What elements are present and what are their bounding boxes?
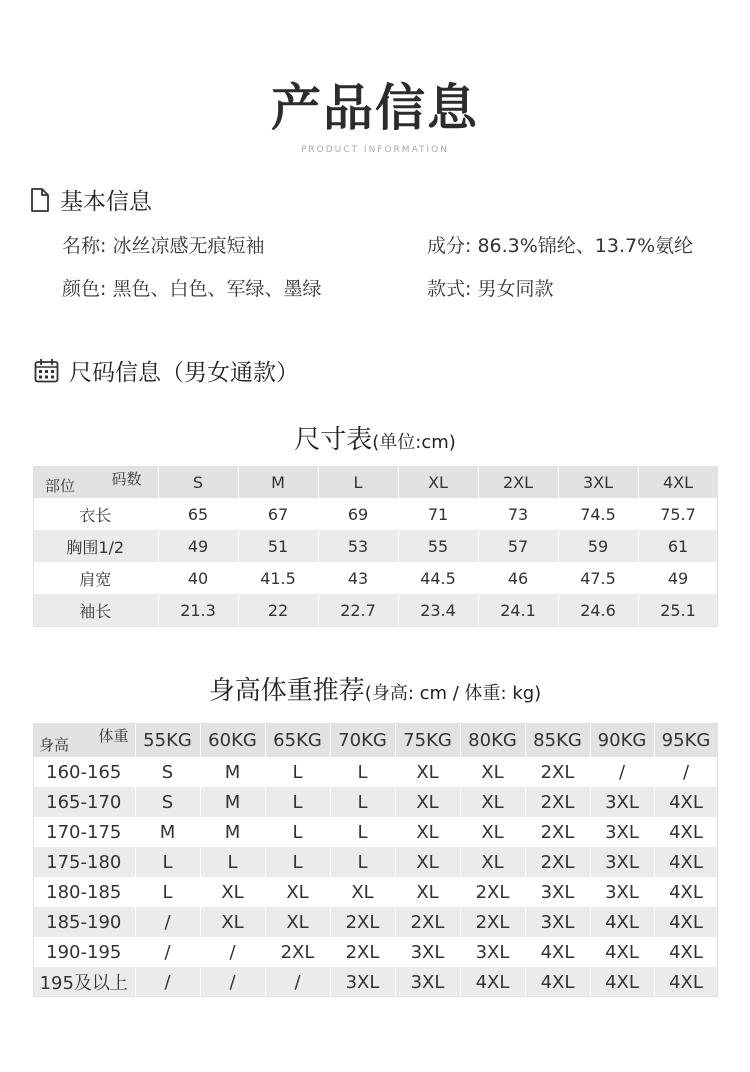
weight-header-cell: 85KG: [525, 723, 590, 757]
recommended-size-cell: S: [135, 757, 200, 787]
recommended-size-cell: 4XL: [654, 847, 718, 877]
recommended-size-cell: /: [590, 757, 654, 787]
recommended-size-cell: L: [265, 817, 330, 847]
basic-info-heading: [30, 183, 152, 216]
measurement-cell: 21.3: [158, 594, 238, 626]
height-range-label: 170-175: [33, 817, 135, 847]
size-info-heading: [34, 354, 299, 387]
weight-header-cell: 70KG: [330, 723, 395, 757]
recommended-size-cell: 4XL: [654, 907, 718, 937]
recommended-size-cell: XL: [460, 847, 525, 877]
recommended-size-cell: 2XL: [525, 817, 590, 847]
recommended-size-cell: 3XL: [395, 967, 460, 997]
recommended-size-cell: /: [135, 907, 200, 937]
size-table-row: [33, 498, 718, 530]
measurement-cell: 41.5: [238, 562, 318, 594]
recommended-size-cell: /: [654, 757, 718, 787]
measurement-cell: 67: [238, 498, 318, 530]
recommended-size-cell: M: [200, 787, 265, 817]
recommend-table-row: [33, 787, 718, 817]
recommended-size-cell: XL: [395, 787, 460, 817]
recommended-size-cell: L: [330, 817, 395, 847]
measurement-cell: 71: [398, 498, 478, 530]
recommended-size-cell: 2XL: [460, 907, 525, 937]
measurement-cell: 24.1: [478, 594, 558, 626]
measurement-label: 衣长: [33, 498, 158, 530]
recommended-size-cell: L: [330, 787, 395, 817]
measurement-cell: 57: [478, 530, 558, 562]
recommended-size-cell: 4XL: [654, 937, 718, 967]
recommended-size-cell: XL: [265, 877, 330, 907]
recommended-size-cell: 4XL: [654, 967, 718, 997]
recommended-size-cell: 2XL: [460, 877, 525, 907]
product-style: 款式: 男女同款: [427, 278, 554, 300]
recommended-size-cell: 2XL: [330, 937, 395, 967]
size-table-row: [33, 594, 718, 626]
recommended-size-cell: L: [265, 757, 330, 787]
product-material: 成分: 86.3%锦纶、13.7%氨纶: [427, 235, 694, 257]
recommended-size-cell: 2XL: [265, 937, 330, 967]
recommend-corner-bottom: 身高: [39, 736, 70, 754]
size-header-cell: XL: [398, 466, 478, 498]
measurement-label: 肩宽: [33, 562, 158, 594]
size-table-title: [0, 419, 750, 456]
recommended-size-cell: XL: [460, 817, 525, 847]
weight-header-cell: 55KG: [135, 723, 200, 757]
recommended-size-cell: 3XL: [395, 937, 460, 967]
recommended-size-cell: L: [330, 757, 395, 787]
recommended-size-cell: /: [135, 937, 200, 967]
measurement-cell: 49: [638, 562, 718, 594]
size-header-cell: S: [158, 466, 238, 498]
height-range-label: 175-180: [33, 847, 135, 877]
measurement-cell: 74.5: [558, 498, 638, 530]
document-icon: [30, 188, 50, 212]
recommend-table-header-row: [33, 723, 718, 757]
recommended-size-cell: 2XL: [395, 907, 460, 937]
height-range-label: 195及以上: [33, 967, 135, 997]
recommended-size-cell: 4XL: [590, 937, 654, 967]
recommended-size-cell: 4XL: [525, 967, 590, 997]
size-table: [33, 466, 719, 626]
recommend-corner-top: 体重: [98, 727, 129, 745]
recommended-size-cell: S: [135, 787, 200, 817]
measurement-cell: 75.7: [638, 498, 718, 530]
recommended-size-cell: 3XL: [590, 877, 654, 907]
product-colors: 颜色: 黑色、白色、军绿、墨绿: [62, 278, 322, 300]
measurement-cell: 53: [318, 530, 398, 562]
calendar-icon: [34, 358, 59, 383]
measurement-cell: 55: [398, 530, 478, 562]
height-range-label: 160-165: [33, 757, 135, 787]
size-table-corner: [33, 466, 158, 498]
measurement-label: 袖长: [33, 594, 158, 626]
recommended-size-cell: XL: [200, 907, 265, 937]
weight-header-cell: 65KG: [265, 723, 330, 757]
recommended-size-cell: 4XL: [654, 787, 718, 817]
measurement-cell: 49: [158, 530, 238, 562]
recommended-size-cell: XL: [395, 757, 460, 787]
recommended-size-cell: 4XL: [590, 967, 654, 997]
size-header-cell: 4XL: [638, 466, 718, 498]
page-title: 产品信息: [271, 79, 479, 137]
size-header-cell: 2XL: [478, 466, 558, 498]
recommended-size-cell: 3XL: [590, 847, 654, 877]
measurement-cell: 44.5: [398, 562, 478, 594]
recommended-size-cell: 3XL: [460, 937, 525, 967]
measurement-cell: 59: [558, 530, 638, 562]
height-range-label: 190-195: [33, 937, 135, 967]
recommended-size-cell: XL: [395, 847, 460, 877]
recommended-size-cell: 2XL: [330, 907, 395, 937]
weight-header-cell: 95KG: [654, 723, 718, 757]
recommend-table-unit: (身高: cm / 体重: kg): [364, 683, 542, 704]
page-subtitle: PRODUCT INFORMATION: [300, 145, 450, 155]
recommend-table: [33, 723, 719, 997]
recommended-size-cell: /: [135, 967, 200, 997]
size-table-header-row: [33, 466, 718, 498]
height-range-label: 165-170: [33, 787, 135, 817]
recommend-table-row: [33, 757, 718, 787]
recommended-size-cell: 4XL: [460, 967, 525, 997]
recommended-size-cell: M: [200, 757, 265, 787]
recommended-size-cell: 2XL: [525, 787, 590, 817]
recommended-size-cell: /: [265, 967, 330, 997]
height-range-label: 185-190: [33, 907, 135, 937]
size-corner-bottom: 部位: [45, 477, 76, 495]
recommend-table-row: [33, 847, 718, 877]
measurement-label: 胸围1/2: [33, 530, 158, 562]
measurement-cell: 65: [158, 498, 238, 530]
product-name: 名称: 冰丝凉感无痕短袖: [62, 235, 265, 257]
measurement-cell: 61: [638, 530, 718, 562]
size-table-row: [33, 562, 718, 594]
recommended-size-cell: L: [200, 847, 265, 877]
size-corner-top: 码数: [111, 470, 142, 488]
size-table-row: [33, 530, 718, 562]
measurement-cell: 40: [158, 562, 238, 594]
recommended-size-cell: XL: [395, 817, 460, 847]
recommended-size-cell: XL: [330, 877, 395, 907]
height-range-label: 180-185: [33, 877, 135, 907]
recommended-size-cell: 3XL: [590, 787, 654, 817]
size-table-unit: (单位:cm): [372, 432, 456, 453]
measurement-cell: 73: [478, 498, 558, 530]
recommended-size-cell: /: [200, 967, 265, 997]
recommended-size-cell: 3XL: [525, 907, 590, 937]
recommended-size-cell: XL: [265, 907, 330, 937]
measurement-cell: 22.7: [318, 594, 398, 626]
recommended-size-cell: L: [265, 787, 330, 817]
recommended-size-cell: M: [135, 817, 200, 847]
measurement-cell: 25.1: [638, 594, 718, 626]
recommend-table-title: [0, 670, 750, 707]
recommended-size-cell: 2XL: [525, 757, 590, 787]
recommended-size-cell: M: [200, 817, 265, 847]
size-header-cell: L: [318, 466, 398, 498]
recommend-table-row: [33, 967, 718, 997]
size-header-cell: 3XL: [558, 466, 638, 498]
recommended-size-cell: 3XL: [330, 967, 395, 997]
recommend-table-row: [33, 817, 718, 847]
recommended-size-cell: /: [200, 937, 265, 967]
measurement-cell: 22: [238, 594, 318, 626]
recommended-size-cell: XL: [460, 787, 525, 817]
measurement-cell: 69: [318, 498, 398, 530]
recommend-table-title-text: 身高体重推荐: [208, 676, 365, 706]
recommended-size-cell: 4XL: [654, 877, 718, 907]
recommend-table-corner: [33, 723, 135, 757]
size-header-cell: M: [238, 466, 318, 498]
recommend-table-row: [33, 877, 718, 907]
measurement-cell: 43: [318, 562, 398, 594]
recommended-size-cell: XL: [395, 877, 460, 907]
recommend-table-row: [33, 907, 718, 937]
recommended-size-cell: 3XL: [590, 817, 654, 847]
recommended-size-cell: 2XL: [525, 847, 590, 877]
weight-header-cell: 60KG: [200, 723, 265, 757]
recommended-size-cell: L: [330, 847, 395, 877]
recommended-size-cell: 4XL: [525, 937, 590, 967]
recommended-size-cell: 4XL: [590, 907, 654, 937]
measurement-cell: 23.4: [398, 594, 478, 626]
measurement-cell: 51: [238, 530, 318, 562]
recommended-size-cell: 3XL: [525, 877, 590, 907]
basic-info-heading-text: 基本信息: [60, 189, 152, 215]
measurement-cell: 24.6: [558, 594, 638, 626]
weight-header-cell: 90KG: [590, 723, 654, 757]
recommended-size-cell: XL: [200, 877, 265, 907]
weight-header-cell: 80KG: [460, 723, 525, 757]
recommended-size-cell: 4XL: [654, 817, 718, 847]
weight-header-cell: 75KG: [395, 723, 460, 757]
measurement-cell: 46: [478, 562, 558, 594]
recommended-size-cell: L: [135, 847, 200, 877]
recommended-size-cell: L: [135, 877, 200, 907]
recommend-table-row: [33, 937, 718, 967]
size-table-title-text: 尺寸表: [294, 425, 373, 455]
measurement-cell: 47.5: [558, 562, 638, 594]
recommended-size-cell: XL: [460, 757, 525, 787]
size-info-heading-text: 尺码信息（男女通款）: [69, 360, 299, 386]
recommended-size-cell: L: [265, 847, 330, 877]
